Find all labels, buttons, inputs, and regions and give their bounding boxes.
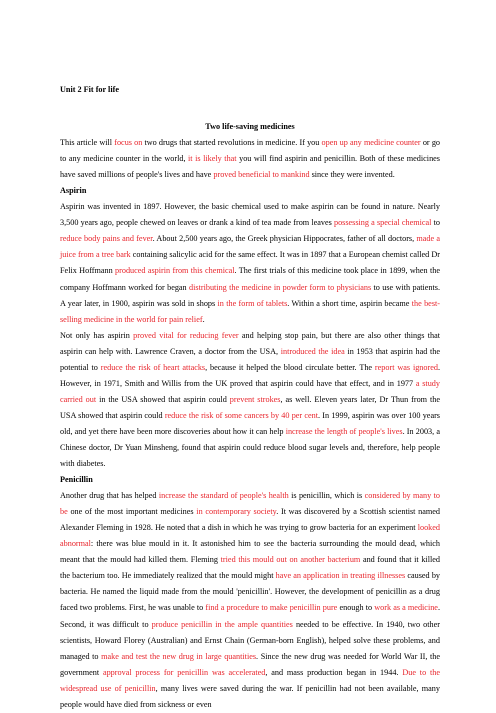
highlighted-phrase: open up any medicine counter — [321, 138, 421, 148]
highlighted-phrase: make and test the new drug in large quantities — [101, 651, 257, 661]
text-run: enough to — [337, 603, 375, 613]
text-run: , and mass production began in 1944. — [265, 667, 403, 677]
text-run: Not only has aspirin — [60, 330, 134, 340]
article-title: Two life-saving medicines — [205, 122, 295, 132]
highlighted-phrase: Due to the widespread use of penicillin — [60, 667, 441, 693]
text-run: since they were invented. — [309, 170, 395, 180]
text-run: you will find aspirin and penicillin. Both of these medicines have saved millions of people's lives and have — [60, 154, 440, 180]
text-run: . Since the new drug was needed for World War II, the government — [60, 651, 441, 677]
text-run: : there was blue mould in it. It astonished him to see the bacteria surrounding the mould dead, which meant that the mould had killed them. Fleming — [60, 539, 440, 565]
text-run: , because it helped the blood circulate better. The — [205, 362, 375, 372]
highlighted-phrase: reduce the risk of some cancers by 40 per cent — [164, 410, 319, 420]
text-run: in 1953 that aspirin had the potential to — [60, 346, 440, 372]
highlighted-phrase: produce penicillin in the ample quantities — [151, 619, 293, 629]
text-run: . About 2,500 years ago, the Greek physician Hippocrates, father of all doctors, — [152, 234, 417, 244]
highlighted-phrase: a study carried out — [60, 378, 440, 404]
aspirin-paragraph-1 — [60, 199, 440, 327]
text-run: containing salicylic acid for the same effect. It was in 1897 that a European chemist called Dr Felix Hoffmann — [60, 250, 441, 276]
highlighted-phrase: focus on — [114, 138, 143, 148]
text-run: . It was discovered by a Scottish scientist named Alexander Fleming in 1928. He noted that a dish in which he was trying to grow bacteria for an experiment — [60, 507, 440, 533]
highlighted-phrase: possessing a special chemical — [333, 218, 432, 228]
text-run: . The first trials of this medicine took place in 1899, when the company Hoffmann worked for began — [60, 266, 440, 292]
highlighted-phrase: produced aspirin from this chemical — [115, 266, 235, 276]
highlighted-phrase: made a juice from a tree bark — [60, 234, 440, 260]
highlighted-phrase: report was ignored — [374, 362, 438, 372]
highlighted-phrase: approval process for penicillin was accelerated — [102, 667, 266, 677]
text-run: , many lives were saved during the war. If penicillin had not been available, many people would have died from sickness or even — [60, 683, 440, 709]
text-run: needed to be effective. In 1940, two other scientists, Howard Florey (Australian) and Ernst Chain (German-born English), helped solve these problems, and managed to — [60, 619, 440, 661]
document-page — [60, 82, 440, 713]
text-run: This article will — [60, 138, 115, 148]
text-run: in the USA showed that aspirin could — [96, 394, 230, 404]
text-run: . In 1999, aspirin was over 100 years old, and yet there have been more discoveries about how it can help — [60, 410, 440, 436]
highlighted-phrase: distributing the medicine in powder form to physicians — [189, 282, 372, 292]
aspirin-paragraph-2 — [60, 328, 440, 472]
highlighted-phrase: looked abnormal — [60, 523, 440, 549]
section-heading-penicillin: Penicillin — [60, 475, 93, 485]
text-run: and found that it killed the bacterium too. He immediately realized that the mould might — [60, 555, 440, 581]
intro-paragraph — [60, 135, 440, 183]
text-run: . — [202, 314, 205, 324]
text-run: to — [431, 218, 440, 228]
text-run: Aspirin was invented in 1897. However, the basic chemical used to make aspirin can be found in nature. Nearly 3,500 years ago, people chewed on leaves or drank a kind of tea made from leaves — [60, 202, 440, 228]
text-run: Another drug that has helped — [60, 491, 159, 501]
highlighted-phrase: proved beneficial to mankind — [213, 170, 310, 180]
unit-heading: Unit 2 Fit for life — [60, 85, 119, 94]
highlighted-phrase: work as a medicine — [374, 603, 438, 613]
highlighted-phrase: tried this mould out on another bacterium — [220, 555, 361, 565]
highlighted-phrase: the best-selling medicine in the world for pain relief — [60, 298, 441, 324]
highlighted-phrase: increase the standard of people's health — [158, 491, 289, 501]
highlighted-phrase: proved vital for reducing fever — [133, 330, 239, 340]
text-run: one of the most important medicines — [67, 507, 197, 517]
highlighted-phrase: considered by many to be — [60, 491, 440, 517]
highlighted-phrase: have an application in treating illnesses — [275, 571, 406, 581]
text-run: is penicillin, which is — [288, 491, 365, 501]
highlighted-phrase: reduce body pains and fever — [60, 234, 153, 244]
text-run: and helping stop pain, but there are also other things that aspirin can help with. Lawrence Craven, a doctor from the USA, — [60, 330, 440, 356]
text-run: . Within a short time, aspirin became — [287, 298, 412, 308]
highlighted-phrase: in the form of tablets — [217, 298, 288, 308]
section-heading-aspirin: Aspirin — [60, 186, 87, 196]
text-run: or go to any medicine counter in the world, — [60, 138, 441, 164]
highlighted-phrase: it is likely that — [188, 154, 237, 164]
text-run: . However, in 1971, Smith and Willis from the UK proved that aspirin could have that effect, and in 1977 — [60, 362, 440, 388]
text-run: . Second, it was difficult to — [60, 603, 440, 629]
highlighted-phrase: reduce the risk of heart attacks — [100, 362, 206, 372]
text-run: two drugs that started revolutions in medicine. If you — [142, 138, 322, 148]
highlighted-phrase: increase the length of people's lives — [285, 426, 403, 436]
highlighted-phrase: introduced the idea — [280, 346, 345, 356]
text-run: , as well. Eleven years later, Dr Thun from the USA showed that aspirin could — [60, 394, 440, 420]
text-run: caused by bacteria. He named the liquid made from the mould 'penicillin'. However, the development of penicillin as a drug faced two problems. First, he was unable to — [60, 571, 441, 613]
highlighted-phrase: prevent strokes — [229, 394, 281, 404]
penicillin-paragraph-1 — [60, 488, 440, 713]
highlighted-phrase: find a procedure to make penicillin pure — [205, 603, 338, 613]
text-run: . In 2003, a Chinese doctor, Dr Yuan Minsheng, found that aspirin could reduce blood sugar levels and, therefore, help people with diabetes. — [60, 426, 440, 469]
highlighted-phrase: in contemporary society — [196, 507, 277, 517]
text-run: to use with patients. A year later, in 1900, aspirin was sold in shops — [60, 282, 440, 308]
